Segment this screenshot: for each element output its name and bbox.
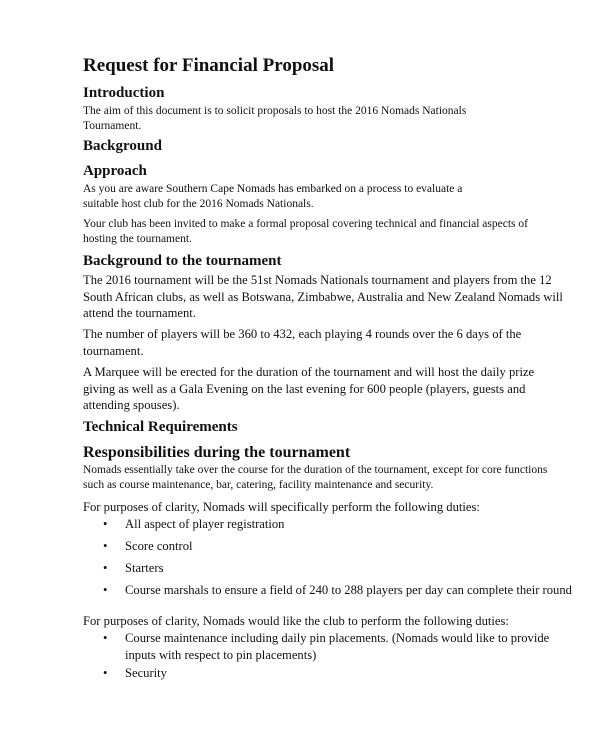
list-item (103, 560, 573, 577)
approach-paragraph-2: Your club has been invited to make a formal proposal covering technical and financial aspects of hosting the tournament. (83, 218, 528, 245)
responsibilities-paragraph: Nomads essentially take over the course for the duration of the tournament, except for core functions such as course maintenance, bar, catering, facility maintenance and security. (83, 464, 548, 491)
section-heading-background: Background (83, 138, 162, 154)
bullet-icon: • (103, 631, 108, 645)
list-item-text: Score control (125, 539, 193, 553)
bullet-icon: • (103, 583, 108, 597)
tournament-background-paragraph-3: A Marquee will be erected for the duration of the tournament and will host the daily prize giving as well as a Gala Evening on the last evening for 600 people (players, guests and attending spouses). (83, 365, 535, 412)
list-item-text: Security (125, 666, 167, 680)
tournament-background-paragraph-2: The number of players will be 360 to 432, each playing 4 rounds over the 6 days of the tournament. (83, 327, 522, 358)
tournament-background-paragraph-1: The 2016 tournament will be the 51st Nomads Nationals tournament and players from the 12 South African clubs, as well as Botswana, Zimbabwe, Australia and New Zealand Nomads will attend the tournament. (83, 273, 563, 320)
list-item-text: Course maintenance including daily pin placements. (Nomads would like to provide inputs with respect to pin placements) (125, 631, 550, 662)
bullet-icon: • (103, 666, 108, 680)
page-title: Request for Financial Proposal (83, 55, 335, 76)
approach-paragraph-1: As you are aware Southern Cape Nomads has embarked on a process to evaluate a suitable host club for the 2016 Nomads Nationals. (83, 183, 463, 210)
section-heading-approach: Approach (83, 163, 147, 179)
club-duties-intro: For purposes of clarity, Nomads would like the club to perform the following duties: (83, 614, 509, 628)
bullet-icon: • (103, 539, 108, 553)
nomads-duties-intro: For purposes of clarity, Nomads will specifically perform the following duties: (83, 500, 480, 514)
section-heading-responsibilities: Responsibilities during the tournament (83, 444, 351, 461)
list-item (103, 665, 573, 682)
list-item-text: Starters (125, 561, 164, 575)
bullet-icon: • (103, 561, 108, 575)
list-item (103, 538, 573, 555)
list-item (103, 630, 573, 664)
list-item-text: Course marshals to ensure a field of 240 to 288 players per day can complete their round (125, 583, 572, 597)
section-heading-technical-requirements: Technical Requirements (83, 419, 238, 435)
introduction-text: The aim of this document is to solicit proposals to host the 2016 Nomads Nationals Tournament. (83, 105, 467, 132)
list-item-text: All aspect of player registration (125, 517, 285, 531)
section-heading-introduction: Introduction (83, 85, 165, 101)
list-item (103, 516, 573, 533)
list-item (103, 582, 573, 616)
section-heading-tournament-background: Background to the tournament (83, 253, 282, 269)
bullet-icon: • (103, 517, 108, 531)
